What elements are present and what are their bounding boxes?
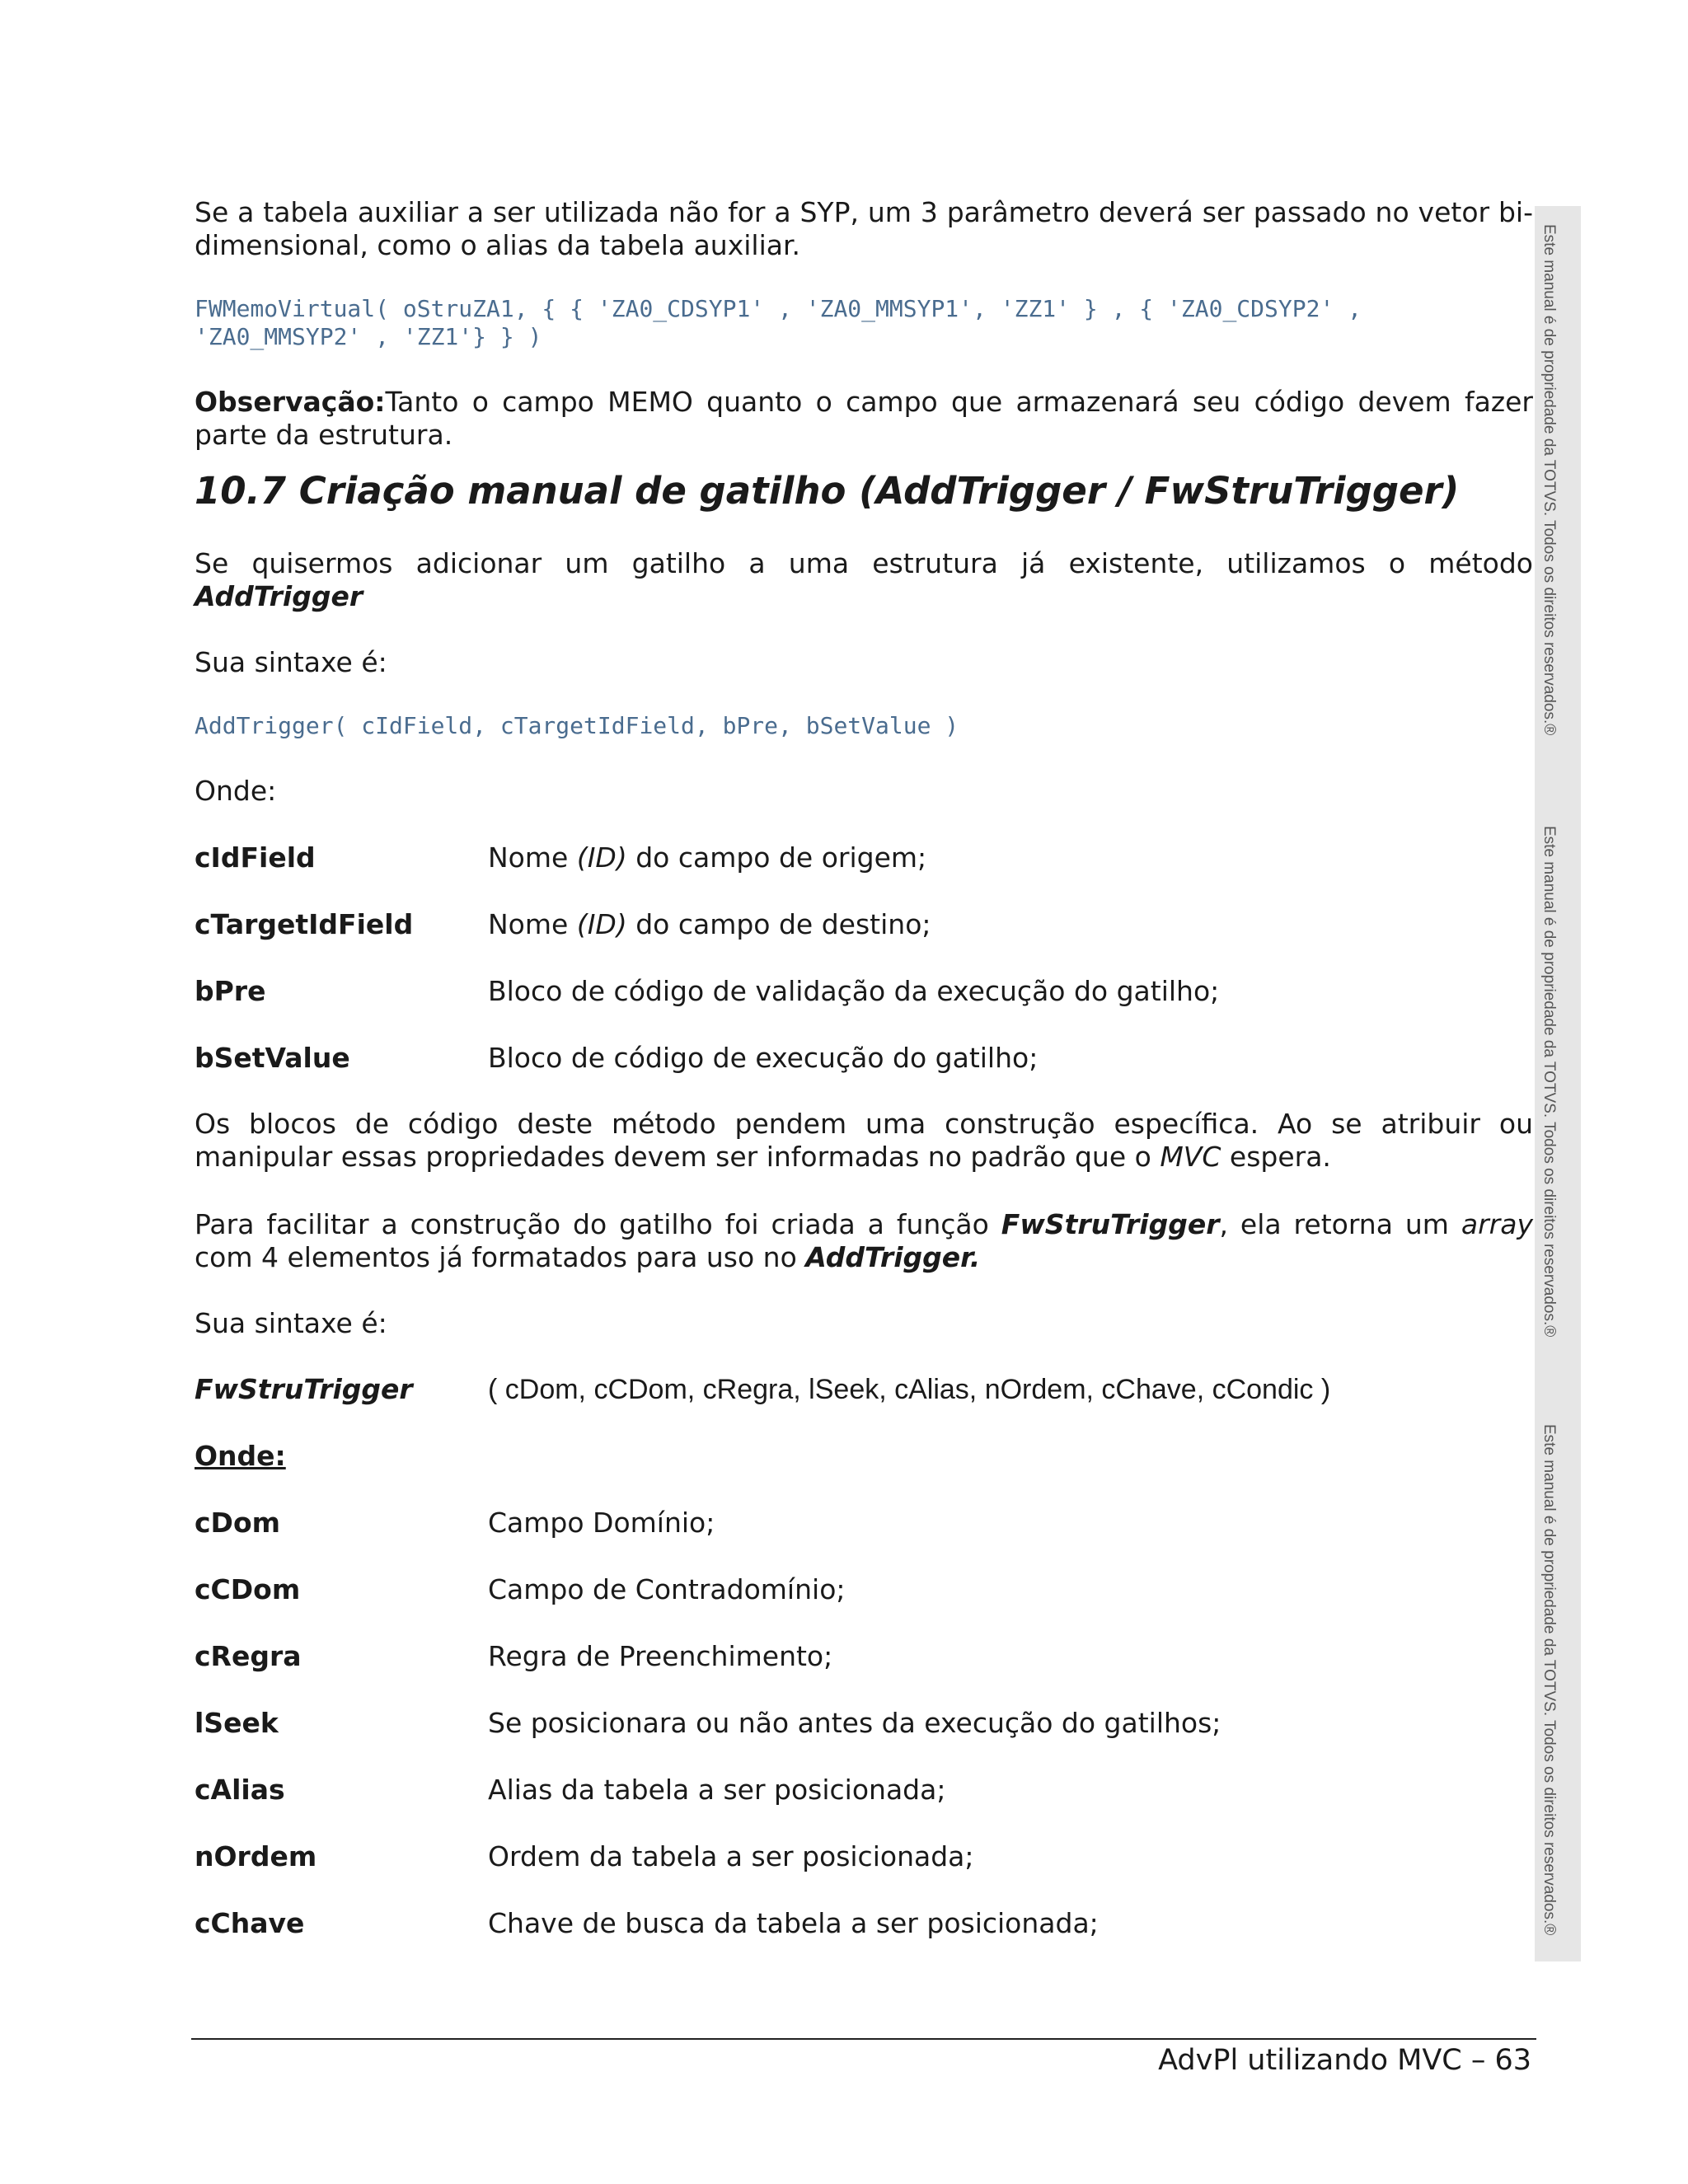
param-desc: Alias da tabela a ser posicionada; [488, 1774, 946, 1806]
syntax-label-2: Sua sintaxe é: [195, 1307, 387, 1339]
code-line-2: 'ZA0_MMSYP2' , 'ZZ1'} } ) [195, 323, 542, 350]
param-row [195, 975, 1533, 1008]
param-desc: Campo Domínio; [488, 1507, 715, 1539]
param-desc-italic: (ID) [576, 841, 627, 874]
blocks-paragraph [195, 1108, 1533, 1174]
observation-text: Tanto o campo MEMO quanto o campo que armazenará seu código devem fazer parte da estrutura. [195, 386, 1533, 451]
param-desc-text: do campo de origem; [626, 841, 927, 874]
addtrigger-method: AddTrigger [195, 580, 363, 612]
footer-divider [191, 2038, 1536, 2040]
fwstru-text: Para facilitar a construção do gatilho foi criada a função [195, 1208, 1001, 1240]
param-term: lSeek [195, 1707, 279, 1739]
copyright-watermark: Este manual é de propriedade da TOTVS. Todos os direitos reservados.® [1540, 1424, 1558, 1936]
page-footer: AdvPl utilizando MVC – 63 [1158, 2044, 1531, 2077]
param-desc: Campo de Contradomínio; [488, 1573, 846, 1605]
copyright-sidebar [1535, 206, 1581, 1961]
observation-paragraph [195, 386, 1533, 452]
param-term: cChave [195, 1907, 305, 1939]
param-row [195, 1042, 1533, 1075]
fwstru-array: array [1461, 1208, 1533, 1240]
param-term: cDom [195, 1507, 281, 1539]
param-row [195, 1640, 1533, 1673]
param-desc: Chave de busca da tabela a ser posicionada; [488, 1907, 1099, 1939]
param-term: cTargetIdField [195, 908, 414, 940]
observation-label: Observação: [195, 386, 386, 418]
param-term: cCDom [195, 1573, 301, 1605]
param-desc-text: do campo de destino; [626, 908, 931, 940]
fwstru-text: com 4 elementos já formatados para uso no [195, 1241, 806, 1273]
copyright-watermark: Este manual é de propriedade da TOTVS. Todos os direitos reservados.® [1540, 826, 1558, 1338]
param-term: cRegra [195, 1640, 302, 1672]
param-desc-italic: (ID) [576, 908, 627, 940]
param-term: cIdField [195, 841, 316, 874]
param-row [195, 908, 1533, 941]
code-line-1: FWMemoVirtual( oStruZA1, { { 'ZA0_CDSYP1' , 'ZA0_MMSYP1', 'ZZ1' } , { 'ZA0_CDSYP2' , [195, 295, 1362, 322]
param-desc: Bloco de código de execução do gatilho; [488, 1042, 1039, 1074]
section-heading: 10.7 Criação manual de gatilho (AddTrigger / FwStruTrigger) [195, 469, 1460, 513]
onde-label-1: Onde: [195, 775, 277, 807]
blocks-text-end: espera. [1221, 1141, 1331, 1173]
addtrigger-paragraph [195, 547, 1533, 613]
syntax-label-1: Sua sintaxe é: [195, 646, 387, 678]
blocks-mvc: MVC [1160, 1141, 1221, 1173]
param-desc: Ordem da tabela a ser posicionada; [488, 1840, 974, 1872]
onde-label-2: Onde: [195, 1440, 286, 1472]
copyright-watermark: Este manual é de propriedade da TOTVS. Todos os direitos reservados.® [1540, 224, 1558, 736]
param-desc [488, 841, 926, 874]
param-desc: Bloco de código de validação da execução do gatilho; [488, 975, 1220, 1007]
param-row [195, 1774, 1533, 1807]
blocks-text: Os blocos de código deste método pendem uma construção específica. Ao se atribuir ou manipular essas propriedades devem ser informadas no padrão que o [195, 1108, 1533, 1173]
param-desc [488, 908, 931, 941]
fwstru-function: FwStruTrigger [1001, 1208, 1220, 1240]
param-row [195, 1573, 1533, 1606]
param-term: cAlias [195, 1774, 285, 1806]
intro-paragraph: Se a tabela auxiliar a ser utilizada não for a SYP, um 3 parâmetro deverá ser passado no vetor bi-dimensional, como o alias da tabela auxiliar. [195, 196, 1533, 261]
addtrigger-syntax-code: AddTrigger( cIdField, cTargetIdField, bPre, bSetValue ) [195, 712, 959, 739]
param-desc: Regra de Preenchimento; [488, 1640, 833, 1672]
param-desc: Se posicionara ou não antes da execução do gatilhos; [488, 1707, 1221, 1739]
fwstru-paragraph [195, 1208, 1533, 1274]
fwstru-method: AddTrigger. [805, 1241, 981, 1273]
fwstru-syntax-row [195, 1373, 1533, 1406]
addtrigger-text: Se quisermos adicionar um gatilho a uma estrutura já existente, utilizamos o método [195, 547, 1533, 579]
param-row [195, 1507, 1533, 1540]
param-row [195, 1907, 1533, 1940]
param-row [195, 841, 1533, 874]
param-row [195, 1707, 1533, 1740]
param-term: bSetValue [195, 1042, 350, 1074]
param-row [195, 1840, 1533, 1873]
fwstru-text: , ela retorna um [1219, 1208, 1461, 1240]
param-desc-text: Nome [488, 908, 577, 940]
param-term: nOrdem [195, 1840, 317, 1872]
param-desc-text: Nome [488, 841, 577, 874]
param-term: bPre [195, 975, 266, 1007]
fwstru-syntax-name: FwStruTrigger [195, 1373, 413, 1405]
fwstru-syntax-args: ( cDom, cCDom, cRegra, lSeek, cAlias, nOrdem, cChave, cCondic ) [488, 1374, 1331, 1405]
